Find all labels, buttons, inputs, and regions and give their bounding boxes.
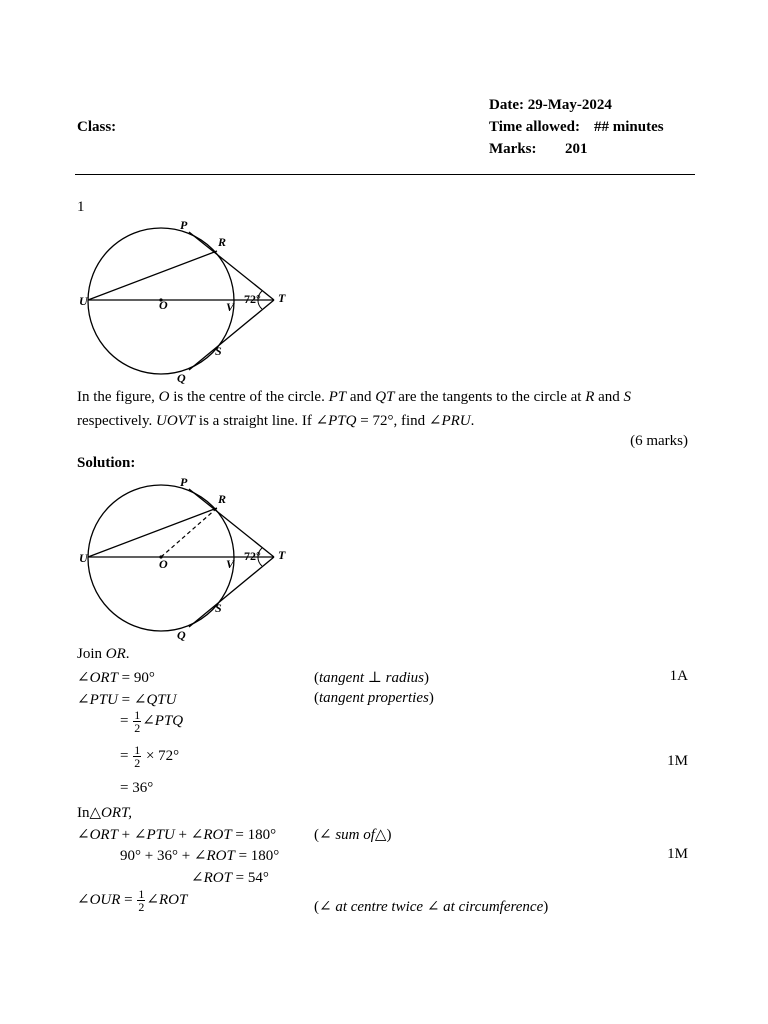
- text-run: In△: [77, 805, 102, 821]
- text-run: OR: [105, 646, 126, 662]
- text-run: ∠: [191, 870, 204, 886]
- fraction-numerator: 1: [134, 708, 141, 722]
- text-run: UOVT: [156, 413, 196, 429]
- solution-figure: [75, 472, 305, 647]
- text-run: sum of: [335, 827, 375, 843]
- text-run: × 72°: [142, 747, 180, 764]
- text-run: ROT: [203, 827, 232, 843]
- step-our-prefix: [77, 892, 136, 908]
- text-run: S: [623, 389, 632, 405]
- tangent-pt: [189, 232, 274, 300]
- text-run: ORT,: [101, 805, 133, 821]
- text-run: + ∠: [117, 827, 147, 843]
- text-run: and: [346, 389, 376, 405]
- text-run: Join: [77, 646, 106, 662]
- question-figure: [75, 215, 305, 390]
- in-triangle-ort: [77, 803, 132, 822]
- chord-ur: [88, 508, 217, 557]
- time-allowed-label: Time allowed:: [489, 119, 580, 135]
- fraction-numerator: 1: [134, 743, 141, 757]
- step-our: [77, 888, 187, 913]
- text-run: ROT: [158, 891, 188, 908]
- step-half-times-72: [120, 744, 179, 769]
- equals-sign: =: [120, 747, 129, 764]
- text-run: and: [594, 389, 624, 405]
- step-rest: [142, 748, 179, 764]
- question-number: 1: [77, 199, 85, 215]
- text-run: PRU: [441, 413, 471, 429]
- label-q: Q: [177, 628, 186, 642]
- label-angle: 72°: [244, 292, 261, 306]
- step-ort: [77, 668, 155, 687]
- label-p: P: [180, 475, 188, 489]
- text-run: (∠: [314, 827, 336, 843]
- text-run: ORT: [89, 670, 118, 686]
- label-q: Q: [177, 371, 186, 385]
- text-run: is the centre of the circle.: [169, 389, 329, 405]
- reason-angle-sum: [314, 825, 391, 844]
- equals-sign: =: [120, 712, 129, 729]
- text-run: = 72°, find: [356, 413, 429, 429]
- label-r: R: [218, 235, 227, 249]
- tangent-pt: [189, 489, 274, 557]
- solution-heading: Solution:: [77, 455, 136, 471]
- step-rest: [142, 713, 183, 729]
- text-run: tangent properties: [319, 690, 429, 706]
- reason-centre-twice: [314, 897, 548, 916]
- text-run: ∠: [146, 891, 159, 908]
- marks-label: Marks:: [489, 141, 537, 157]
- text-run: ∠: [423, 899, 444, 915]
- question-text-line1: [77, 389, 631, 406]
- text-run: O: [158, 389, 170, 405]
- text-run: △): [374, 827, 392, 843]
- text-run: .: [125, 646, 130, 662]
- label-r: R: [218, 492, 227, 506]
- text-run: PTQ: [328, 413, 357, 429]
- label-o: O: [159, 557, 168, 571]
- fraction-half: [133, 709, 141, 734]
- label-s: S: [215, 601, 222, 615]
- text-run: QT: [375, 389, 395, 405]
- mark-1m-first: 1M: [667, 753, 688, 769]
- text-run: = 180°: [234, 848, 280, 864]
- text-run: + ∠: [174, 827, 204, 843]
- text-run: = 180°: [231, 827, 277, 843]
- text-run: = ∠: [117, 692, 147, 708]
- radius-or: [161, 508, 217, 557]
- text-run: at centre twice: [335, 899, 424, 915]
- reason-tangent-radius: [314, 668, 429, 687]
- text-run: ∠: [142, 712, 155, 729]
- label-t: T: [278, 548, 286, 562]
- fraction-half: [133, 744, 141, 769]
- fraction-denominator: 2: [138, 900, 145, 914]
- chord-ur: [88, 251, 217, 300]
- text-run: radius: [385, 670, 424, 686]
- text-run: ∠: [77, 891, 90, 908]
- label-o: O: [159, 298, 168, 312]
- text-run: = 90°: [117, 670, 155, 686]
- text-run: (∠: [314, 899, 336, 915]
- label-s: S: [215, 344, 222, 358]
- question-marks: (6 marks): [630, 433, 688, 449]
- text-run: ROT: [206, 848, 235, 864]
- text-run: OUR: [89, 891, 121, 908]
- text-run: ): [543, 899, 549, 915]
- text-run: ⊥: [364, 670, 386, 686]
- class-label: Class:: [77, 119, 117, 135]
- question-text-line2: [77, 411, 474, 430]
- step-substitute: [120, 846, 279, 865]
- text-run: QTU: [146, 692, 177, 708]
- text-run: ): [423, 670, 429, 686]
- fraction-numerator: 1: [138, 887, 145, 901]
- text-run: =: [120, 891, 137, 908]
- text-run: 90° + 36° + ∠: [120, 848, 207, 864]
- text-run: ∠: [77, 692, 90, 708]
- marks-value: 201: [565, 141, 588, 157]
- text-run: respectively.: [77, 413, 156, 429]
- mark-1a: 1A: [669, 668, 688, 684]
- fraction-half: [137, 888, 145, 913]
- text-run: ∠: [77, 670, 90, 686]
- fraction-denominator: 2: [134, 756, 141, 770]
- text-run: ): [428, 690, 434, 706]
- text-run: = 54°: [231, 870, 269, 886]
- fraction-denominator: 2: [134, 721, 141, 735]
- solution-join: [77, 646, 130, 663]
- mark-1m-second: 1M: [667, 846, 688, 862]
- label-u: U: [79, 294, 88, 308]
- step-rest: [146, 892, 187, 908]
- text-run: PTU: [89, 692, 118, 708]
- text-run: PT: [328, 389, 347, 405]
- label-angle: 72°: [244, 549, 261, 563]
- text-run: In the figure,: [77, 389, 159, 405]
- text-run: R: [585, 389, 595, 405]
- label-u: U: [79, 551, 88, 565]
- text-run: is a straight line. If: [195, 413, 316, 429]
- step-half-ptq: [120, 709, 183, 734]
- reason-tangent-properties: [314, 690, 434, 707]
- label-p: P: [180, 218, 188, 232]
- text-run: (: [314, 690, 319, 706]
- text-run: ∠: [77, 827, 90, 843]
- text-run: .: [470, 413, 475, 429]
- step-angle-sum: [77, 825, 276, 844]
- text-run: PTQ: [154, 712, 184, 729]
- step-36: = 36°: [120, 780, 154, 796]
- header-divider: [75, 174, 695, 175]
- text-run: ROT: [203, 870, 232, 886]
- text-run: ∠: [428, 413, 442, 429]
- text-run: PTU: [146, 827, 175, 843]
- label-t: T: [278, 291, 286, 305]
- step-ptu-qtu: [77, 690, 176, 709]
- exam-date: Date: 29-May-2024: [489, 97, 612, 113]
- text-run: (: [314, 670, 319, 686]
- text-run: are the tangents to the circle at: [394, 389, 586, 405]
- text-run: at circumference: [443, 899, 544, 915]
- text-run: tangent: [319, 670, 364, 686]
- step-rot-54: [191, 868, 269, 887]
- time-allowed-value: ## minutes: [594, 119, 664, 135]
- text-run: ∠: [315, 413, 329, 429]
- label-v: V: [226, 557, 235, 571]
- label-v: V: [226, 300, 235, 314]
- text-run: ORT: [89, 827, 118, 843]
